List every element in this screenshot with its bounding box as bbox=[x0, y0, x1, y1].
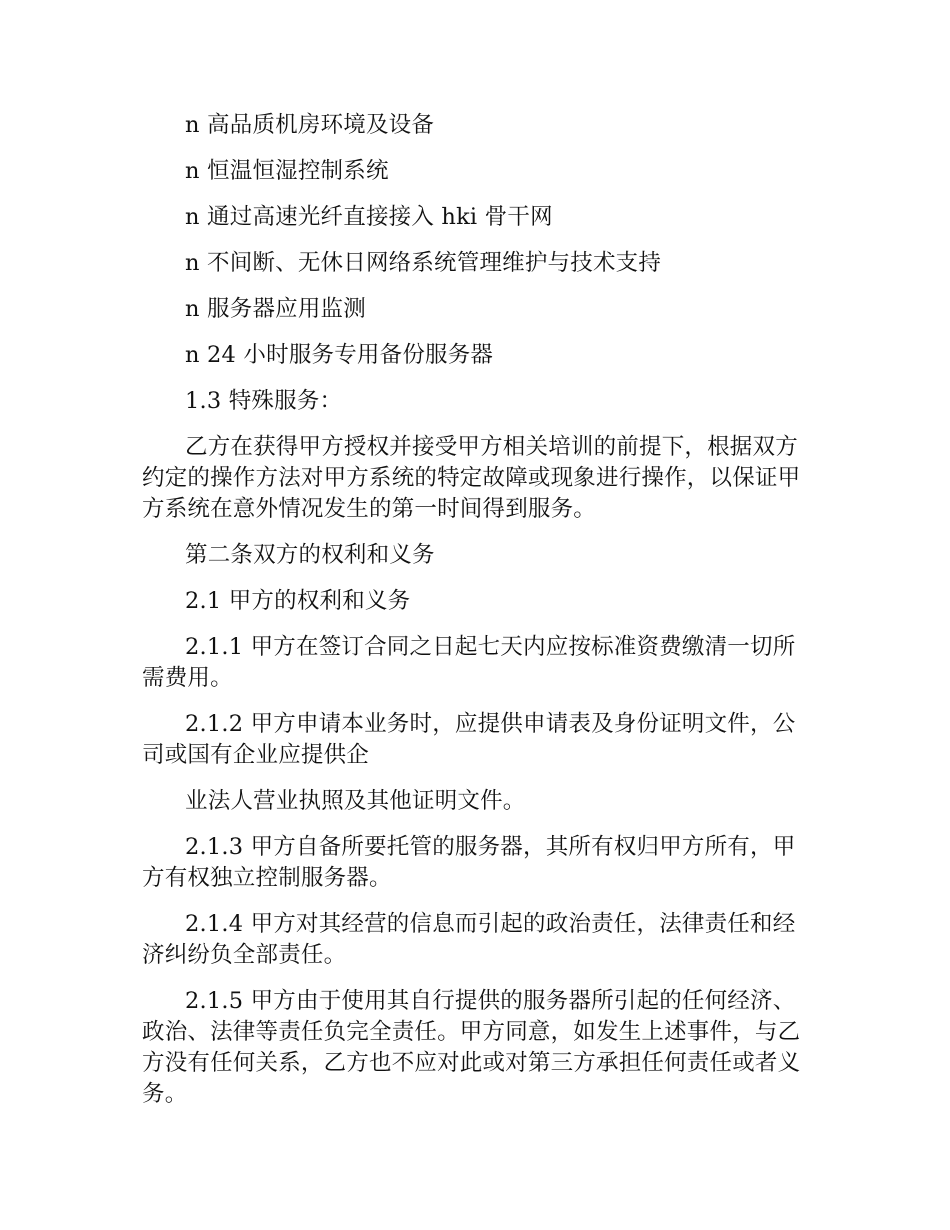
article-heading: 第二条双方的权利和义务 bbox=[185, 542, 435, 568]
clause-paragraph: 2.1.5 甲方由于使用其自行提供的服务器所引起的任何经济、政治、法律等责任负完全责任。甲方同意，如发生上述事件，与乙方没有任何关系，乙方也不应对此或对第三方承担任何责任或者义务。 bbox=[142, 988, 801, 1107]
bullet-item: n 通过高速光纤直接接入 hki 骨干网 bbox=[185, 204, 553, 230]
bullet-item: n 服务器应用监测 bbox=[185, 296, 366, 322]
clause-paragraph: 2.1.2 甲方申请本业务时，应提供申请表及身份证明文件，公司或国有企业应提供企 bbox=[142, 711, 796, 768]
clause-paragraph: 2.1.4 甲方对其经营的信息而引起的政治责任，法律责任和经济纠纷负全部责任。 bbox=[142, 911, 796, 968]
clause-paragraph: 2.1.1 甲方在签订合同之日起七天内应按标准资费缴清一切所需费用。 bbox=[142, 634, 796, 691]
clause-paragraph-continuation: 业法人营业执照及其他证明文件。 bbox=[185, 788, 526, 814]
bullet-item: n 恒温恒湿控制系统 bbox=[185, 158, 389, 184]
section-heading: 2.1 甲方的权利和义务 bbox=[185, 588, 411, 614]
bullet-item: n 不间断、无休日网络系统管理维护与技术支持 bbox=[185, 250, 662, 276]
body-paragraph: 乙方在获得甲方授权并接受甲方相关培训的前提下，根据双方约定的操作方法对甲方系统的特定故障或现象进行操作，以保证甲方系统在意外情况发生的第一时间得到服务。 bbox=[142, 434, 801, 522]
bullet-item: n 24 小时服务专用备份服务器 bbox=[185, 342, 494, 368]
bullet-item: n 高品质机房环境及设备 bbox=[185, 112, 435, 138]
section-heading: 1.3 特殊服务： bbox=[185, 388, 343, 414]
clause-paragraph: 2.1.3 甲方自备所要托管的服务器，其所有权归甲方所有，甲方有权独立控制服务器。 bbox=[142, 834, 796, 891]
document-body bbox=[142, 110, 814, 1125]
